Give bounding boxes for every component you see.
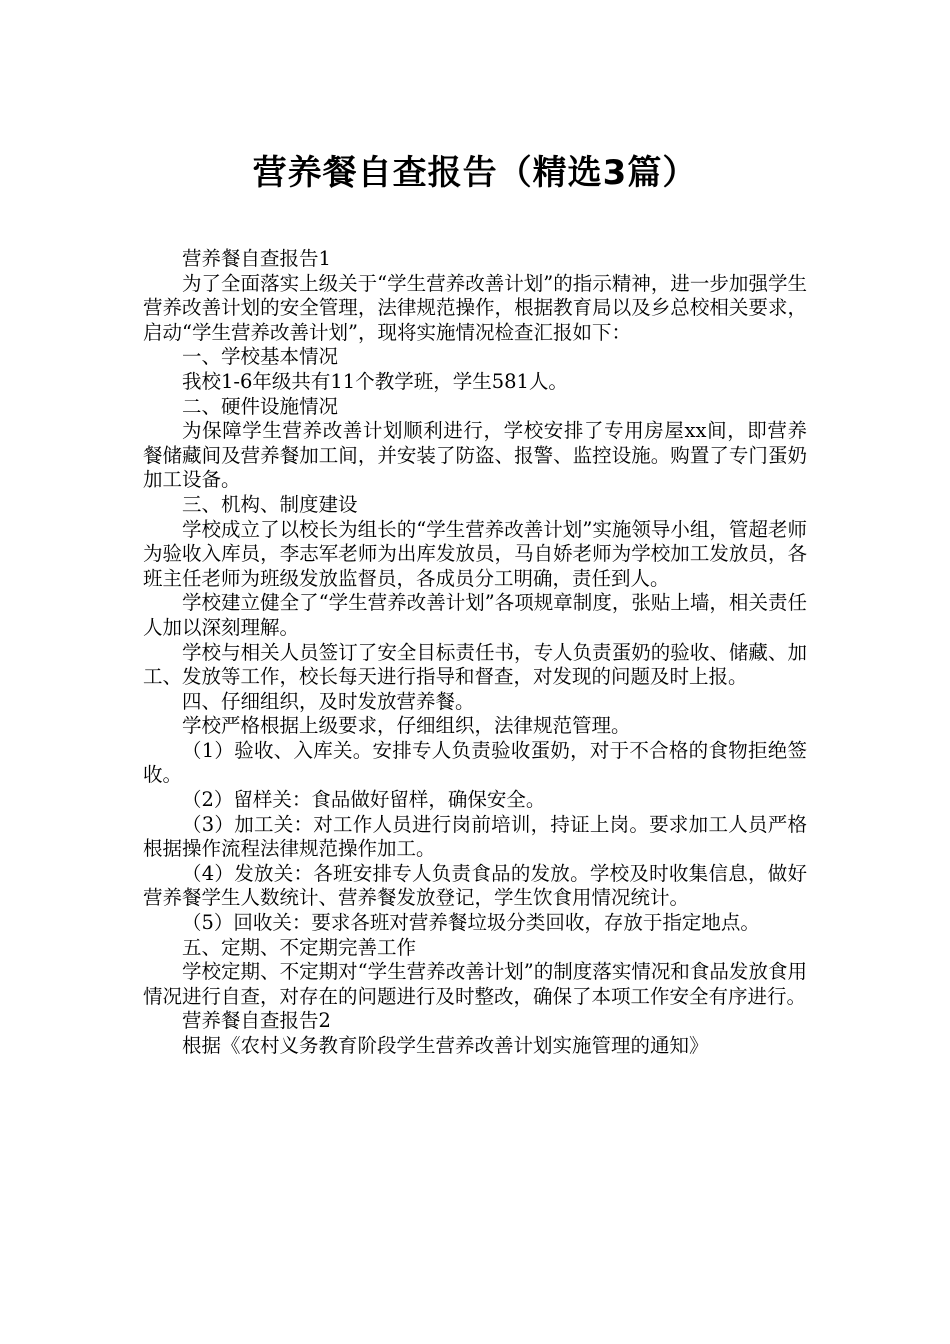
body-paragraph: 为保障学生营养改善计划顺利进行，学校安排了专用房屋xx间，即营养餐储藏间及营养餐加工间，并安装了防盗、报警、监控设施。购置了专门蛋奶加工设备。 [143,419,807,492]
body-paragraph: 学校与相关人员签订了安全目标责任书，专人负责蛋奶的验收、储藏、加工、发放等工作，校长每天进行指导和督查，对发现的问题及时上报。 [143,640,807,689]
list-item: （5）回收关：要求各班对营养餐垃圾分类回收，存放于指定地点。 [182,911,760,935]
section-heading: 四、仔细组织，及时发放营养餐。 [182,689,475,713]
body-paragraph: 根据《农村义务教育阶段学生营养改善计划实施管理的通知》 [182,1034,709,1057]
body-paragraph: 学校成立了以校长为组长的“学生营养改善计划”实施领导小组，管超老师为验收入库员，李志军老师为出库发放员，马自娇老师为学校加工发放员，各班主任老师为班级发放监督员，各成员分工明确，责任到人。 [143,517,807,590]
body-paragraph: 学校定期、不定期对“学生营养改善计划”的制度落实情况和食品发放食用情况进行自查，对存在的问题进行及时整改，确保了本项工作安全有序进行。 [143,960,807,1008]
document-title: 营养餐自查报告（精选3篇） [252,152,698,193]
section-heading: 五、定期、不定期完善工作 [182,935,417,959]
list-item: （1）验收、入库关。安排专人负责验收蛋奶，对于不合格的食物拒绝签收。 [143,738,807,787]
list-item: （3）加工关：对工作人员进行岗前培训，持证上岗。要求加工人员严格根据操作流程法律规范操作加工。 [143,812,807,861]
report-2-heading: 营养餐自查报告2 [182,1009,331,1033]
report-1-heading: 营养餐自查报告1 [182,247,331,270]
body-paragraph: 学校严格根据上级要求，仔细组织，法律规范管理。 [182,714,631,738]
section-heading: 一、学校基本情况 [182,345,339,369]
section-heading: 三、机构、制度建设 [182,492,358,516]
list-item: （2）留样关：食品做好留样，确保安全。 [182,788,546,812]
list-item: （4）发放关：各班安排专人负责食品的发放。学校及时收集信息，做好营养餐学生人数统计、营养餐发放登记，学生饮食用情况统计。 [143,861,807,910]
document-body [143,247,807,1059]
section-heading: 二、硬件设施情况 [182,394,339,418]
intro-paragraph: 为了全面落实上级关于“学生营养改善计划”的指示精神，进一步加强学生营养改善计划的安全管理，法律规范操作，根据教育局以及乡总校相关要求，启动“学生营养改善计划”，现将实施情况检查汇报如下： [143,271,807,344]
body-paragraph: 我校1-6年级共有11个教学班，学生581人。 [182,369,568,393]
body-paragraph: 学校建立健全了“学生营养改善计划”各项规章制度，张贴上墙，相关责任人加以深刻理解。 [143,591,807,639]
